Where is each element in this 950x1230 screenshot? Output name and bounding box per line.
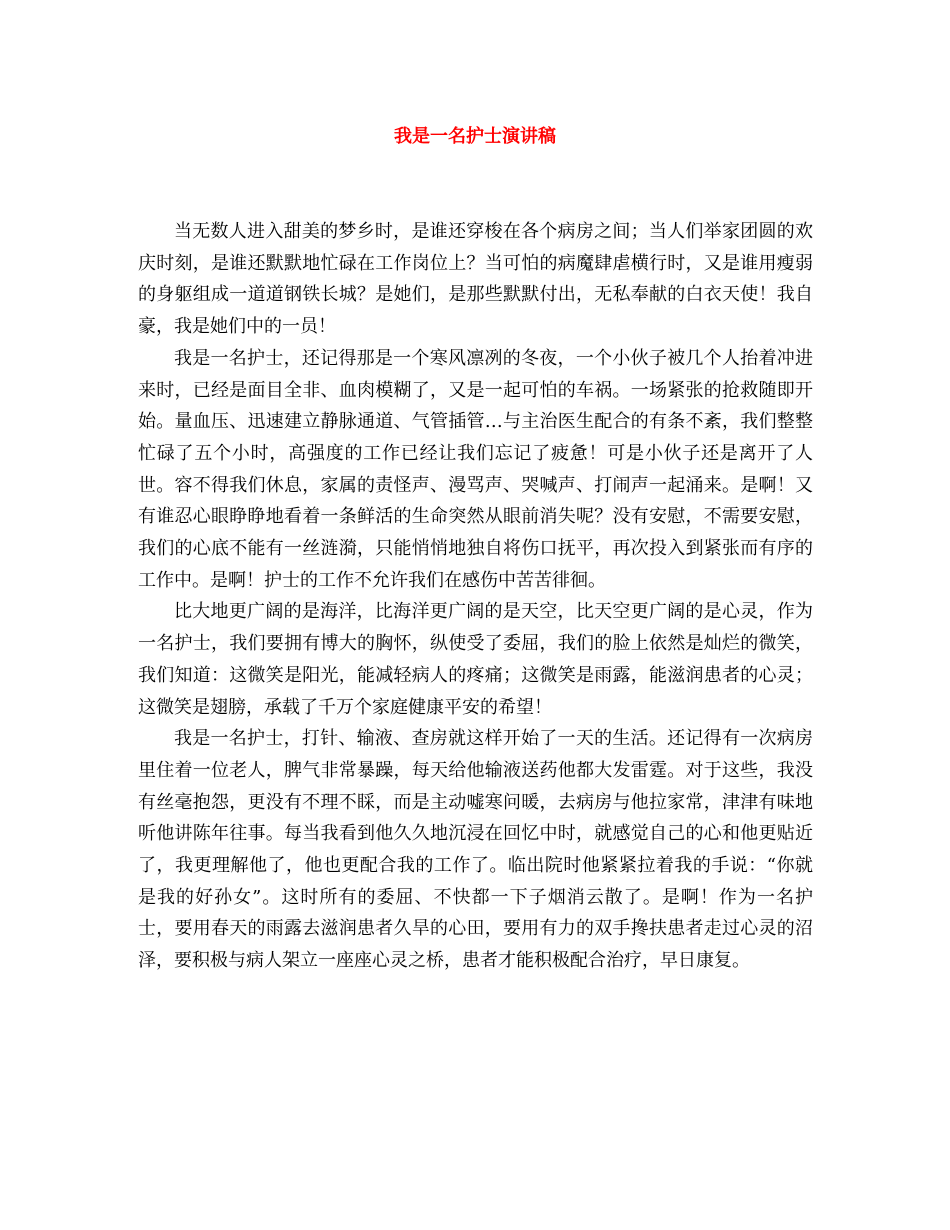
document-title: 我是一名护士演讲稿 xyxy=(394,126,556,147)
document-body xyxy=(138,216,813,977)
paragraph-2: 我是一名护士，还记得那是一个寒风凛冽的冬夜，一个小伙子被几个人抬着冲进来时，已经是面目全非、血肉模糊了，又是一起可怕的车祸。一场紧张的抢救随即开始。量血压、迅速建立静脉通道、气管插管…与主治医生配合的有条不紊，我们整整忙碌了五个小时，高强度的工作已经让我们忘记了疲惫！可是小伙子还是离开了人世。容不得我们休息，家属的责怪声、漫骂声、哭喊声、打闹声一起涌来。是啊！又有谁忍心眼睁睁地看着一条鲜活的生命突然从眼前消失呢？没有安慰，不需要安慰，我们的心底不能有一丝涟漪，只能悄悄地独自将伤口抚平，再次投入到紧张而有序的工作中。是啊！护士的工作不允许我们在感伤中苦苦徘徊。 xyxy=(138,347,813,591)
paragraph-1: 当无数人进入甜美的梦乡时，是谁还穿梭在各个病房之间；当人们举家团圆的欢庆时刻，是谁还默默地忙碌在工作岗位上？当可怕的病魔肆虐横行时，又是谁用瘦弱的身躯组成一道道钢铁长城？是她们，是那些默默付出，无私奉献的白衣天使！我自豪，我是她们中的一员！ xyxy=(138,221,813,338)
paragraph-3: 比大地更广阔的是海洋，比海洋更广阔的是天空，比天空更广阔的是心灵，作为一名护士，我们要拥有博大的胸怀，纵使受了委屈，我们的脸上依然是灿烂的微笑，我们知道：这微笑是阳光，能减轻病人的疼痛；这微笑是雨露，能滋润患者的心灵；这微笑是翅膀，承载了千万个家庭健康平安的希望！ xyxy=(138,601,813,718)
paragraph-4: 我是一名护士，打针、输液、查房就这样开始了一天的生活。还记得有一次病房里住着一位老人，脾气非常暴躁，每天给他输液送药他都大发雷霆。对于这些，我没有丝毫抱怨，更没有不理不睬，而是主动嘘寒问暖，去病房与他拉家常，津津有味地听他讲陈年往事。每当我看到他久久地沉浸在回忆中时，就感觉自己的心和他更贴近了，我更理解他了，他也更配合我的工作了。临出院时他紧紧拉着我的手说：“你就是我的好孙女”。这时所有的委屈、不快都一下子烟消云散了。是啊！作为一名护士，要用春天的雨露去滋润患者久旱的心田，要用有力的双手搀扶患者走过心灵的沼泽，要积极与病人架立一座座心灵之桥，患者才能积极配合治疗，早日康复。 xyxy=(138,728,813,972)
